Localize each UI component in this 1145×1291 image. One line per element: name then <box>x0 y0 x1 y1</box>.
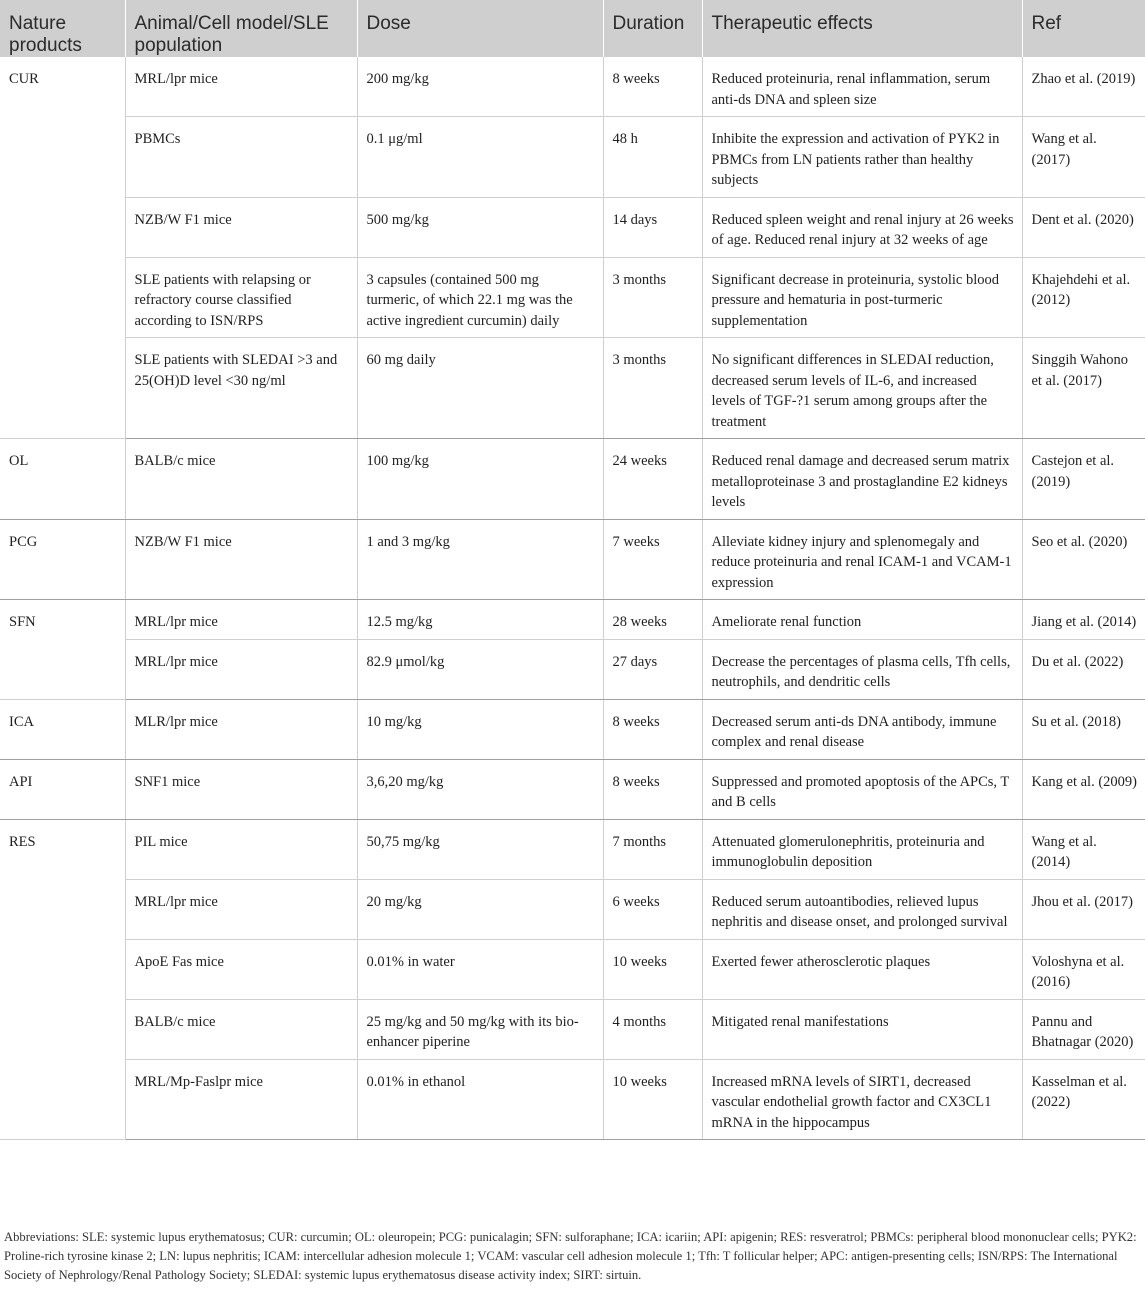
cell-model: MLR/lpr mice <box>125 699 357 759</box>
table-row <box>0 338 1145 439</box>
cell-effects: Suppressed and promoted apoptosis of the APCs, T and B cells <box>702 759 1022 819</box>
group-cur: CUR <box>0 57 125 439</box>
group-api: API <box>0 759 125 819</box>
cell-ref: Castejon et al. (2019) <box>1022 439 1145 520</box>
cell-model: MRL/lpr mice <box>125 600 357 640</box>
cell-model: SLE patients with relapsing or refractory course classified according to ISN/RPS <box>125 257 357 338</box>
cell-model: MRL/Mp-Faslpr mice <box>125 1059 357 1140</box>
cell-effects: No significant differences in SLEDAI reduction, decreased serum levels of IL-6, and increased levels of TGF-?1 serum among groups after the treatment <box>702 338 1022 439</box>
header-model: Animal/Cell model/SLE population <box>125 0 357 57</box>
cell-ref: Jiang et al. (2014) <box>1022 600 1145 640</box>
cell-dose: 10 mg/kg <box>357 699 603 759</box>
table-row <box>0 639 1145 699</box>
cell-model: MRL/lpr mice <box>125 639 357 699</box>
table-row <box>0 939 1145 999</box>
header-row <box>0 0 1145 57</box>
cell-model: SNF1 mice <box>125 759 357 819</box>
cell-ref: Su et al. (2018) <box>1022 699 1145 759</box>
cell-model: MRL/lpr mice <box>125 57 357 117</box>
group-sfn: SFN <box>0 600 125 700</box>
cell-dose: 200 mg/kg <box>357 57 603 117</box>
table-body <box>0 57 1145 1140</box>
cell-duration: 4 months <box>603 999 702 1059</box>
cell-dose: 0.1 μg/ml <box>357 117 603 198</box>
cell-dose: 25 mg/kg and 50 mg/kg with its bio-enhancer piperine <box>357 999 603 1059</box>
cell-model: NZB/W F1 mice <box>125 519 357 600</box>
cell-ref: Seo et al. (2020) <box>1022 519 1145 600</box>
cell-dose: 500 mg/kg <box>357 197 603 257</box>
header-ref: Ref <box>1022 0 1145 57</box>
table-row <box>0 999 1145 1059</box>
cell-duration: 10 weeks <box>603 1059 702 1140</box>
cell-effects: Ameliorate renal function <box>702 600 1022 640</box>
header-duration: Duration <box>603 0 702 57</box>
table-row <box>0 819 1145 879</box>
header-nature-products: Nature products <box>0 0 125 57</box>
cell-duration: 3 months <box>603 338 702 439</box>
cell-ref: Pannu and Bhatnagar (2020) <box>1022 999 1145 1059</box>
cell-duration: 7 weeks <box>603 519 702 600</box>
table-row <box>0 519 1145 600</box>
cell-effects: Alleviate kidney injury and splenomegaly and reduce proteinuria and renal ICAM-1 and VCAM-1 expression <box>702 519 1022 600</box>
cell-ref: Wang et al. (2017) <box>1022 117 1145 198</box>
cell-ref: Singgih Wahono et al. (2017) <box>1022 338 1145 439</box>
table-row <box>0 439 1145 520</box>
header-therapeutic-effects: Therapeutic effects <box>702 0 1022 57</box>
header-dose: Dose <box>357 0 603 57</box>
cell-duration: 24 weeks <box>603 439 702 520</box>
cell-ref: Wang et al. (2014) <box>1022 819 1145 879</box>
table-row <box>0 600 1145 640</box>
group-res: RES <box>0 819 125 1140</box>
cell-effects: Attenuated glomerulonephritis, proteinuria and immunoglobulin deposition <box>702 819 1022 879</box>
cell-model: MRL/lpr mice <box>125 879 357 939</box>
cell-model: BALB/c mice <box>125 999 357 1059</box>
table-header <box>0 0 1145 57</box>
cell-ref: Kasselman et al. (2022) <box>1022 1059 1145 1140</box>
cell-duration: 14 days <box>603 197 702 257</box>
cell-model: PIL mice <box>125 819 357 879</box>
cell-dose: 0.01% in water <box>357 939 603 999</box>
cell-duration: 8 weeks <box>603 699 702 759</box>
table-row <box>0 879 1145 939</box>
cell-effects: Mitigated renal manifestations <box>702 999 1022 1059</box>
cell-effects: Reduced spleen weight and renal injury at 26 weeks of age. Reduced renal injury at 32 weeks of age <box>702 197 1022 257</box>
table-footnote: Abbreviations: SLE: systemic lupus erythematosus; CUR: curcumin; OL: oleuropein; PCG: punicalagin; SFN: sulforaphane; ICA: icariin; API: apigenin; RES: resveratrol; PBMCs: peripheral blood mononuclear cells; PYK2: Proline-rich tyrosine kinase 2; LN: lupus nephritis; ICAM: intercellular adhesion molecule 1; VCAM: vascular cell adhesion molecule 1; Tfh: T follicular helper; APC: antigen-presenting cells; ISN/RPS: The International Society of Nephrology/Renal Pathology Society; SLEDAI: systemic lupus erythematosus disease activity index; SIRT: sirtuin. <box>4 1230 1137 1282</box>
cell-ref: Kang et al. (2009) <box>1022 759 1145 819</box>
cell-model: SLE patients with SLEDAI >3 and 25(OH)D level <30 ng/ml <box>125 338 357 439</box>
cell-ref: Dent et al. (2020) <box>1022 197 1145 257</box>
group-ol: OL <box>0 439 125 520</box>
cell-dose: 12.5 mg/kg <box>357 600 603 640</box>
table-row <box>0 57 1145 117</box>
cell-duration: 27 days <box>603 639 702 699</box>
cell-ref: Jhou et al. (2017) <box>1022 879 1145 939</box>
cell-effects: Reduced serum autoantibodies, relieved lupus nephritis and disease onset, and prolonged survival <box>702 879 1022 939</box>
table-row <box>0 117 1145 198</box>
cell-duration: 3 months <box>603 257 702 338</box>
cell-dose: 100 mg/kg <box>357 439 603 520</box>
cell-dose: 3,6,20 mg/kg <box>357 759 603 819</box>
table-row <box>0 1059 1145 1140</box>
cell-dose: 20 mg/kg <box>357 879 603 939</box>
cell-model: ApoE Fas mice <box>125 939 357 999</box>
cell-dose: 3 capsules (contained 500 mg turmeric, of which 22.1 mg was the active ingredient curcumin) daily <box>357 257 603 338</box>
cell-duration: 8 weeks <box>603 759 702 819</box>
cell-duration: 6 weeks <box>603 879 702 939</box>
table-row <box>0 759 1145 819</box>
cell-model: NZB/W F1 mice <box>125 197 357 257</box>
table-row <box>0 197 1145 257</box>
cell-ref: Voloshyna et al. (2016) <box>1022 939 1145 999</box>
cell-dose: 82.9 μmol/kg <box>357 639 603 699</box>
cell-effects: Exerted fewer atherosclerotic plaques <box>702 939 1022 999</box>
cell-ref: Du et al. (2022) <box>1022 639 1145 699</box>
cell-effects: Decreased serum anti-ds DNA antibody, immune complex and renal disease <box>702 699 1022 759</box>
cell-effects: Reduced renal damage and decreased serum matrix metalloproteinase 3 and prostaglandine E2 kidneys levels <box>702 439 1022 520</box>
cell-dose: 0.01% in ethanol <box>357 1059 603 1140</box>
cell-duration: 8 weeks <box>603 57 702 117</box>
cell-model: BALB/c mice <box>125 439 357 520</box>
cell-effects: Inhibite the expression and activation of PYK2 in PBMCs from LN patients rather than healthy subjects <box>702 117 1022 198</box>
cell-dose: 50,75 mg/kg <box>357 819 603 879</box>
cell-effects: Significant decrease in proteinuria, systolic blood pressure and hematuria in post-turmeric supplementation <box>702 257 1022 338</box>
cell-ref: Zhao et al. (2019) <box>1022 57 1145 117</box>
cell-effects: Reduced proteinuria, renal inflammation, serum anti-ds DNA and spleen size <box>702 57 1022 117</box>
cell-dose: 60 mg daily <box>357 338 603 439</box>
cell-duration: 10 weeks <box>603 939 702 999</box>
group-pcg: PCG <box>0 519 125 600</box>
cell-effects: Decrease the percentages of plasma cells, Tfh cells, neutrophils, and dendritic cells <box>702 639 1022 699</box>
cell-model: PBMCs <box>125 117 357 198</box>
cell-duration: 7 months <box>603 819 702 879</box>
cell-effects: Increased mRNA levels of SIRT1, decreased vascular endothelial growth factor and CX3CL1 mRNA in the hippocampus <box>702 1059 1022 1140</box>
cell-duration: 28 weeks <box>603 600 702 640</box>
table-row <box>0 257 1145 338</box>
cell-dose: 1 and 3 mg/kg <box>357 519 603 600</box>
cell-ref: Khajehdehi et al. (2012) <box>1022 257 1145 338</box>
table-row <box>0 699 1145 759</box>
cell-duration: 48 h <box>603 117 702 198</box>
group-ica: ICA <box>0 699 125 759</box>
